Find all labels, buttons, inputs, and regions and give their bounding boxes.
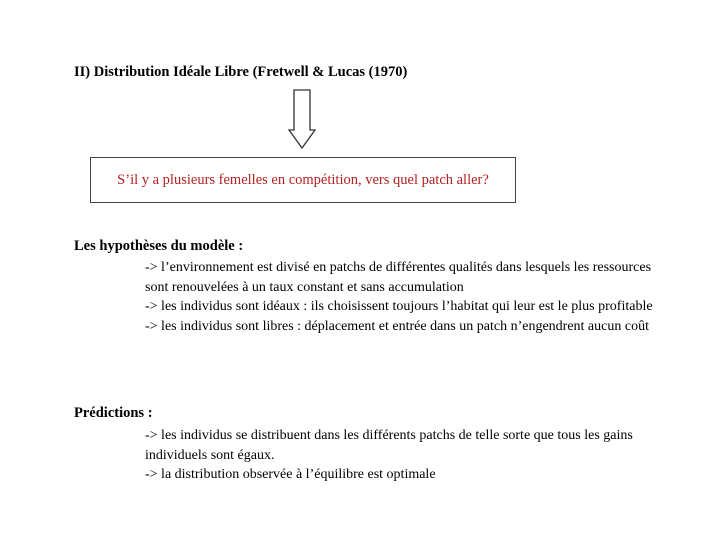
question-box [90, 157, 516, 203]
question-text: S’il y a plusieurs femelles en compétition, vers quel patch aller? [117, 171, 489, 188]
slide-title: II) Distribution Idéale Libre (Fretwell & Lucas (1970) [74, 64, 408, 80]
hypotheses-list [145, 258, 675, 336]
hypothesis-item-3: -> les individus sont libres : déplacement et entrée dans un patch n’engendrent aucun coût [145, 318, 649, 334]
hypothesis-item-1: -> l’environnement est divisé en patchs de différentes qualités dans lesquels les ressources sont renouvelées à un taux constant et sans accumulation [145, 260, 652, 295]
down-arrow-icon [288, 88, 316, 150]
predictions-heading: Prédictions : [74, 405, 153, 421]
prediction-item-1: -> les individus se distribuent dans les différents patchs de telle sorte que tous les gains individuels sont égaux. [145, 428, 633, 463]
hypotheses-heading: Les hypothèses du modèle : [74, 238, 244, 254]
hypothesis-item-2: -> les individus sont idéaux : ils choisissent toujours l’habitat qui leur est le plus profitable [145, 299, 653, 314]
prediction-item-2: -> la distribution observée à l’équilibre est optimale [145, 467, 436, 482]
predictions-list [145, 426, 675, 485]
